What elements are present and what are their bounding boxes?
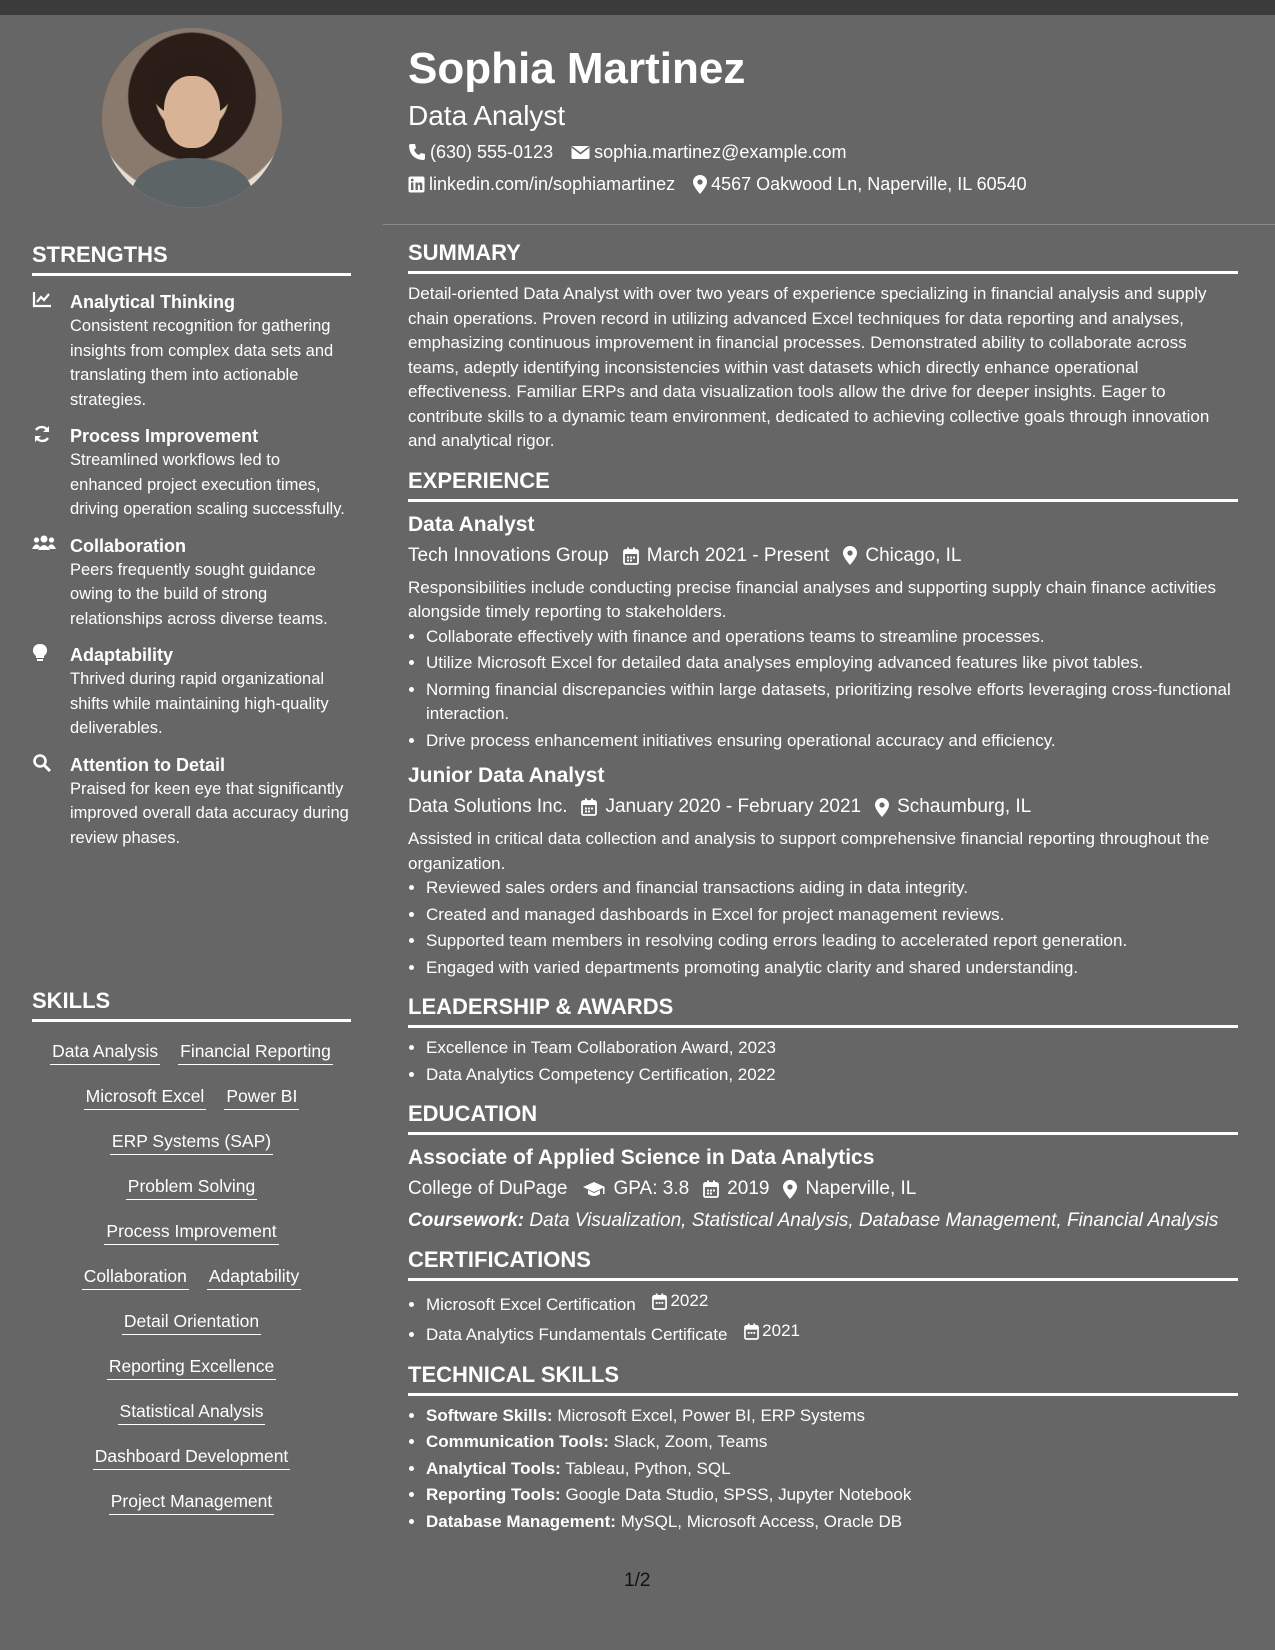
skill-row	[32, 1030, 351, 1075]
tech-skill-label: Software Skills:	[426, 1405, 553, 1425]
job-bullet: • Engaged with varied departments promoting analytic clarity and shared understanding.	[426, 956, 1238, 981]
skill-tag: Power BI	[224, 1086, 299, 1110]
tech-skill-item	[426, 1430, 1238, 1455]
graduation-cap-icon	[582, 1181, 606, 1198]
envelope-icon	[571, 145, 590, 160]
lightbulb-icon	[32, 643, 70, 741]
certification-name: Microsoft Excel Certification	[426, 1294, 636, 1314]
job-bullet: • Drive process enhancement initiatives ensuring operational accuracy and efficiency.	[426, 729, 1238, 754]
skill-tag: Microsoft Excel	[84, 1086, 207, 1110]
job-bullet: • Reviewed sales orders and financial transactions aiding in data integrity.	[426, 876, 1238, 901]
skill-row	[32, 1255, 351, 1300]
strength-title: Collaboration	[70, 535, 186, 556]
job-description: Responsibilities include conducting precise financial analyses and supporting supply chain finance activities alongside timely reporting to stakeholders.	[408, 577, 1216, 621]
job-meta	[408, 791, 1238, 823]
strength-item	[32, 424, 351, 522]
photo-face	[164, 76, 220, 148]
tech-skill-label: Communication Tools:	[426, 1432, 609, 1451]
map-marker-icon	[783, 1180, 797, 1199]
tech-skill-value: Google Data Studio, SPSS, Jupyter Notebook	[565, 1485, 912, 1504]
leadership-section	[408, 994, 1238, 1087]
calendar-icon	[623, 547, 639, 565]
certifications-title: CERTIFICATIONS	[408, 1247, 1238, 1281]
company-name: Data Solutions Inc.	[408, 796, 568, 817]
phone-icon	[408, 143, 426, 161]
phone-number: (630) 555-0123	[430, 142, 554, 162]
strength-title: Adaptability	[70, 645, 174, 665]
tech-skill-label: Database Management:	[426, 1511, 616, 1531]
tech-skill-value: Slack, Zoom, Teams	[613, 1432, 768, 1451]
degree-name: Associate of Applied Science in Data Analytics	[408, 1146, 875, 1169]
tech-skill-label: Reporting Tools:	[426, 1485, 561, 1504]
strength-desc: Streamlined workflows led to enhanced project execution times, driving operation scaling successfully.	[70, 451, 345, 518]
skill-row	[32, 1120, 351, 1165]
photo-body	[132, 158, 252, 208]
skills-section	[32, 988, 351, 1525]
tech-skill-value: Microsoft Excel, Power BI, ERP Systems	[557, 1405, 866, 1425]
linkedin-contact[interactable]	[408, 168, 675, 200]
tech-skill-item	[426, 1457, 1238, 1482]
candidate-name: Sophia Martinez	[408, 44, 746, 93]
skill-tag: Financial Reporting	[178, 1041, 333, 1065]
resume-header	[408, 40, 1238, 200]
address-contact	[693, 168, 1027, 200]
map-marker-icon	[693, 175, 707, 194]
skill-tag: Reporting Excellence	[107, 1356, 276, 1380]
skill-row	[32, 1300, 351, 1345]
profile-photo	[102, 28, 282, 208]
skill-row	[32, 1480, 351, 1525]
award-item: • Data Analytics Competency Certification, 2022	[426, 1063, 1238, 1088]
job-bullets	[408, 876, 1238, 980]
skill-row	[32, 1345, 351, 1390]
skill-tag: Data Analysis	[50, 1041, 160, 1065]
skill-tag: Collaboration	[82, 1266, 189, 1290]
sync-icon	[32, 424, 70, 522]
map-marker-icon	[843, 546, 857, 565]
job-dates: January 2020 - February 2021	[605, 796, 862, 817]
certification-item	[426, 1319, 1238, 1347]
coursework-label: Coursework:	[408, 1210, 525, 1231]
page-number: 1/2	[624, 1570, 651, 1591]
job-bullet: • Supported team members in resolving coding errors leading to accelerated report generation.	[426, 929, 1238, 954]
job-title: Data Analyst	[408, 512, 535, 536]
linkedin-url: linkedin.com/in/sophiamartinez	[429, 174, 676, 194]
skill-row	[32, 1435, 351, 1480]
search-icon	[32, 753, 70, 851]
phone-contact[interactable]	[408, 136, 553, 168]
strength-item	[32, 753, 351, 851]
job-location: Chicago, IL	[865, 544, 962, 566]
email-address: sophia.martinez@example.com	[594, 142, 847, 162]
strength-item	[32, 290, 351, 412]
header-divider	[383, 224, 1275, 225]
skill-tag: Detail Orientation	[122, 1311, 261, 1335]
tech-skill-label: Analytical Tools:	[426, 1458, 561, 1478]
strength-desc: Thrived during rapid organizational shifts while maintaining high-quality deliverables.	[70, 670, 329, 737]
education-section	[408, 1101, 1238, 1233]
summary-title: SUMMARY	[408, 240, 1238, 274]
skill-tag: Dashboard Development	[93, 1446, 291, 1470]
job-bullets	[408, 625, 1238, 754]
calendar-icon	[581, 798, 597, 816]
top-bar	[0, 0, 1275, 15]
job-bullet: • Collaborate effectively with finance and operations teams to streamline processes.	[426, 625, 1238, 650]
job-dates: March 2021 - Present	[646, 544, 830, 566]
users-icon	[32, 534, 70, 632]
school-location: Naperville, IL	[805, 1178, 917, 1199]
strength-item	[32, 643, 351, 741]
tech-skill-item	[426, 1483, 1238, 1508]
certification-name: Data Analytics Fundamentals Certificate	[426, 1325, 728, 1344]
job-meta	[408, 540, 1238, 572]
strengths-title: STRENGTHS	[32, 242, 351, 276]
leadership-title: LEADERSHIP & AWARDS	[408, 994, 1238, 1028]
email-contact[interactable]	[571, 136, 846, 168]
school-name: College of DuPage	[408, 1178, 568, 1199]
certification-item	[426, 1289, 1238, 1317]
skill-tag: Problem Solving	[126, 1176, 257, 1200]
map-marker-icon	[875, 798, 889, 817]
technical-skills-section	[408, 1362, 1238, 1535]
job-location: Schaumburg, IL	[897, 796, 1032, 817]
calendar-icon	[652, 1293, 667, 1310]
job-bullet: • Created and managed dashboards in Excel for project management reviews.	[426, 903, 1238, 928]
skill-tag: Project Management	[109, 1491, 274, 1515]
certification-year: 2022	[670, 1291, 709, 1310]
education-meta	[408, 1173, 1238, 1205]
job-entry	[408, 761, 1238, 980]
strength-title: Attention to Detail	[70, 754, 225, 775]
job-description: Assisted in critical data collection and analysis to support comprehensive financial reporting throughout the organization.	[408, 829, 1210, 873]
coursework	[408, 1209, 1238, 1233]
tech-skill-item	[426, 1404, 1238, 1429]
home-address: 4567 Oakwood Ln, Naperville, IL 60540	[711, 174, 1027, 194]
strength-title: Process Improvement	[70, 426, 259, 446]
certifications-section	[408, 1247, 1238, 1348]
job-entry	[408, 510, 1238, 754]
strength-desc: Consistent recognition for gathering insights from complex data sets and translating them into actionable strategies.	[70, 317, 334, 409]
linkedin-icon	[408, 176, 425, 193]
skill-tag: Statistical Analysis	[118, 1401, 266, 1425]
company-name: Tech Innovations Group	[408, 544, 609, 566]
summary-text: Detail-oriented Data Analyst with over two years of experience specializing in financial analysis and supply chain operations. Proven record in utilizing advanced Excel techniques for data reporting and analyses, emphasizing continuous improvement in financial processes. Demonstrated ability to collaborate across teams, adeptly identifying inconsistencies within vast datasets which directly enhance operational effectiveness. Familiar ERPs and data visualization tools allow the drive for deeper insights. Eager to contribute skills to a dynamic team environment, dedicated to achieving collective goals through innovation and analytical rigor.	[408, 284, 1210, 450]
skill-row	[32, 1075, 351, 1120]
chart-line-icon	[32, 290, 70, 412]
skill-tag: Adaptability	[207, 1266, 301, 1290]
strength-desc: Praised for keen eye that significantly improved overall data accuracy during review phases.	[70, 779, 349, 847]
job-bullet: • Norming financial discrepancies within large datasets, prioritizing resolve efforts leveraging cross-functional interaction.	[426, 678, 1238, 727]
education-title: EDUCATION	[408, 1101, 1238, 1135]
summary-section	[408, 240, 1238, 454]
main-content	[408, 240, 1238, 1548]
technical-skills-title: TECHNICAL SKILLS	[408, 1362, 1238, 1396]
experience-section	[408, 468, 1238, 981]
calendar-icon	[703, 1180, 719, 1198]
strengths-section	[32, 242, 351, 850]
calendar-icon	[744, 1323, 759, 1340]
job-title: Junior Data Analyst	[408, 764, 605, 787]
tech-skill-item	[426, 1510, 1238, 1535]
graduation-year: 2019	[727, 1178, 770, 1199]
tech-skill-value: MySQL, Microsoft Access, Oracle DB	[620, 1511, 903, 1531]
skills-title: SKILLS	[32, 988, 351, 1022]
gpa: GPA: 3.8	[613, 1178, 690, 1199]
candidate-title: Data Analyst	[408, 100, 566, 131]
experience-title: EXPERIENCE	[408, 468, 1238, 502]
strength-desc: Peers frequently sought guidance owing to the build of strong relationships across diverse teams.	[70, 560, 328, 628]
coursework-list: Data Visualization, Statistical Analysis, Database Management, Financial Analysis	[529, 1210, 1219, 1231]
skill-tag: Process Improvement	[104, 1221, 278, 1245]
skill-row	[32, 1390, 351, 1435]
certification-year: 2021	[762, 1321, 800, 1341]
award-item: • Excellence in Team Collaboration Award, 2023	[426, 1036, 1238, 1061]
job-bullet: • Utilize Microsoft Excel for detailed data analyses employing advanced features like pivot tables.	[426, 651, 1238, 676]
skill-row	[32, 1165, 351, 1210]
skill-row	[32, 1210, 351, 1255]
skill-tag: ERP Systems (SAP)	[110, 1131, 273, 1155]
strength-title: Analytical Thinking	[70, 292, 236, 312]
strength-item	[32, 534, 351, 632]
tech-skill-value: Tableau, Python, SQL	[565, 1458, 731, 1478]
